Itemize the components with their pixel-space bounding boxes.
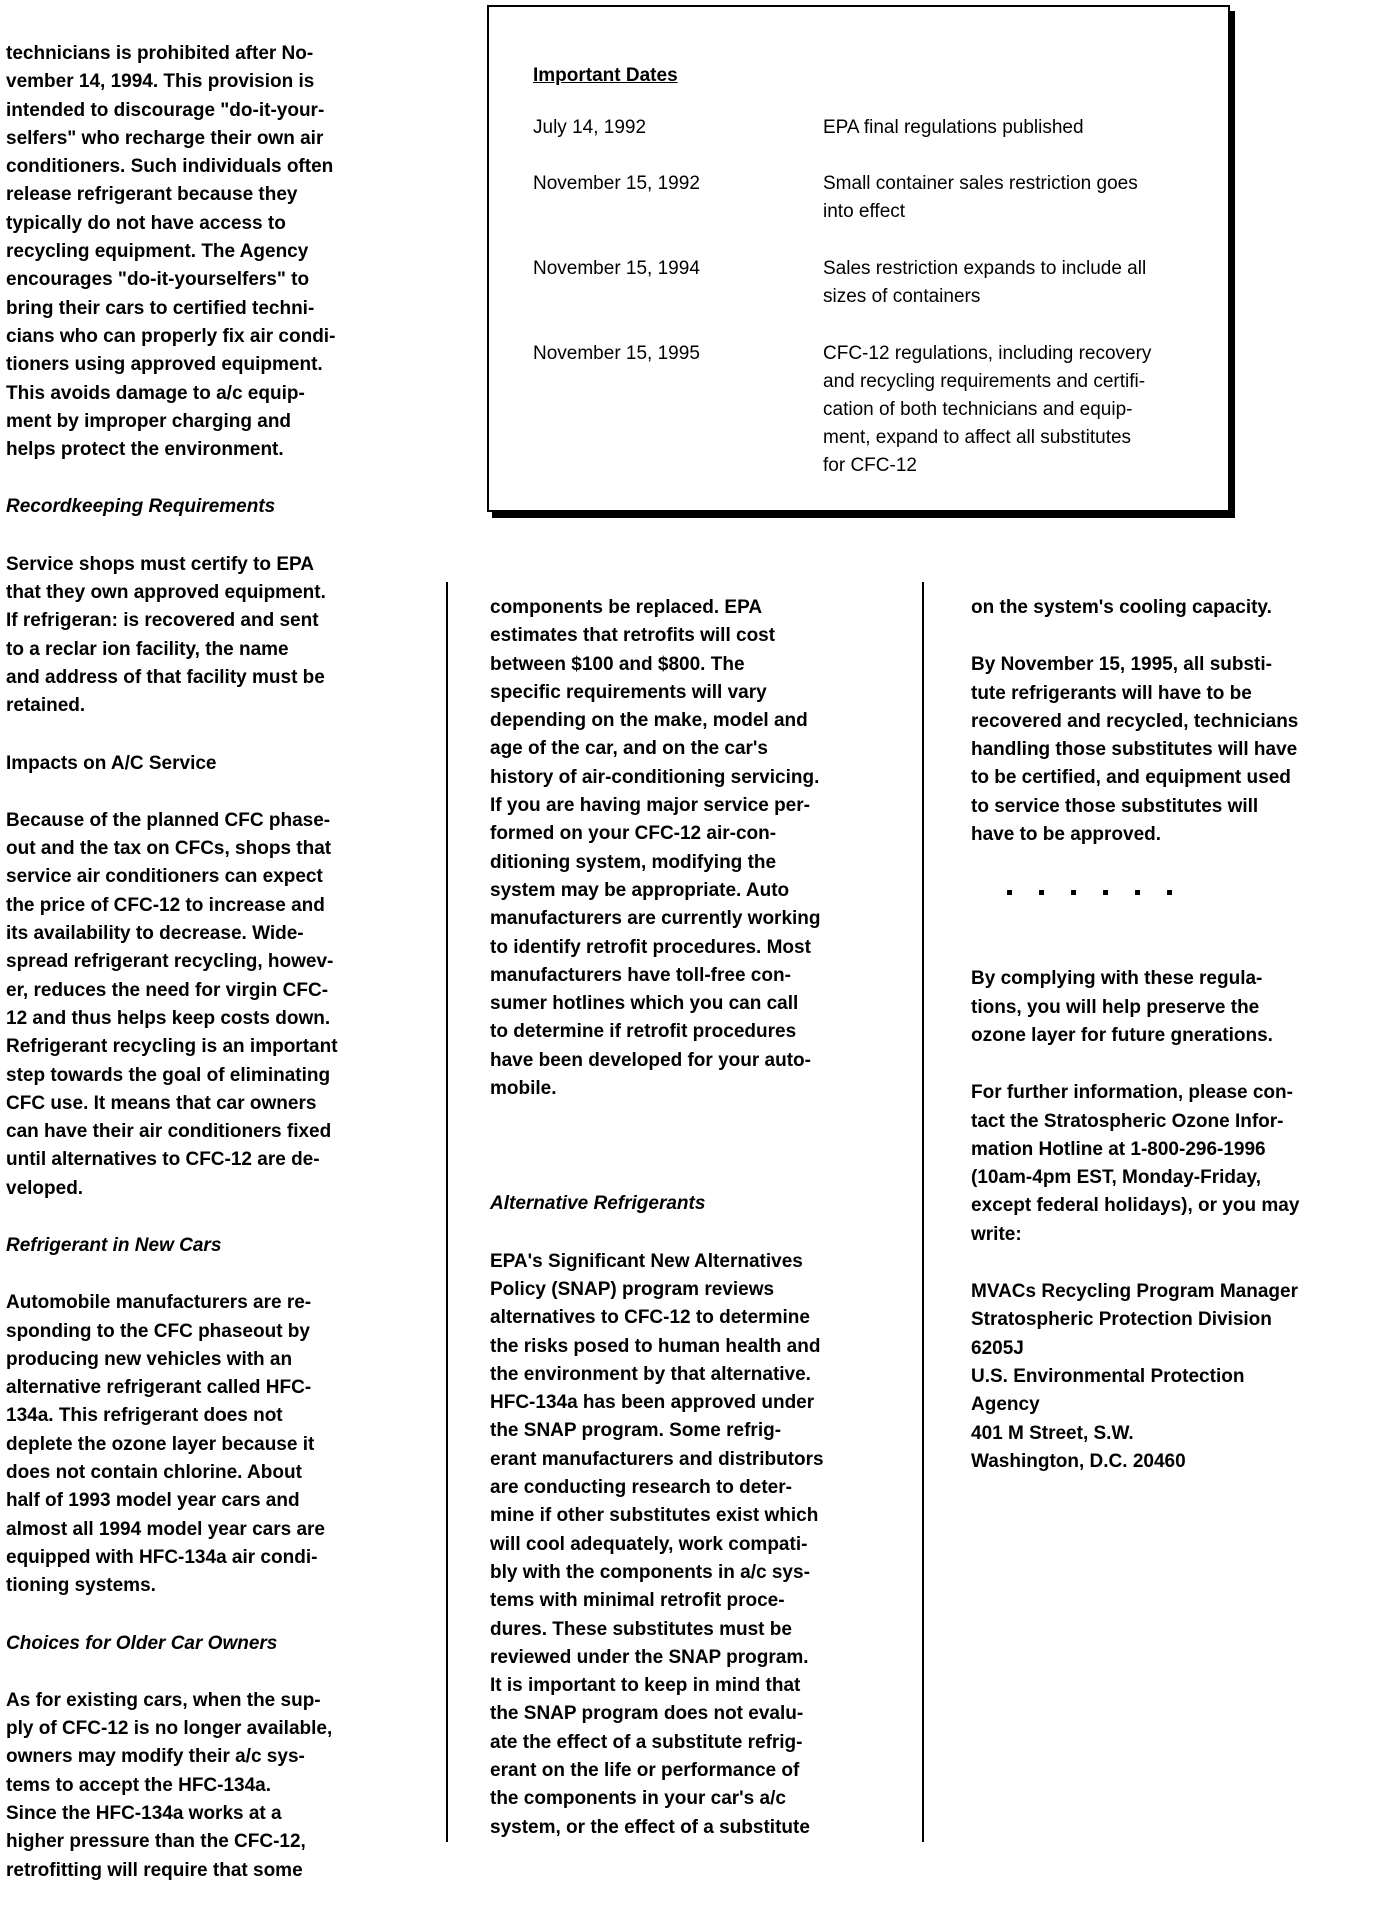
alternative-refrigerants-heading: Alternative Refrigerants [490,1193,706,1215]
event-cell: Sales restriction expands to include all sizes of containers [823,258,1147,307]
event-cell: CFC-12 regulations, including recovery and recycling requirements and certifi- cation of both technicians and equip- ment, expand to affect all substitutes for CFC-12 [823,343,1152,476]
important-dates-box [487,5,1230,512]
new-cars-paragraph: Automobile manufacturers are re- sponding to the CFC phaseout by producing new vehicles with an alternative refrigerant called HFC- 134a. This refrigerant does not deplete the ozone layer because it does not contain chlorine. About half of 1993 model year cars and almost all 1994 model year cars are equipped with HFC-134a air condi- tioning systems. [6,1292,325,1597]
date-cell: November 15, 1994 [533,258,700,279]
retrofit-paragraph: components be replaced. EPA estimates that retrofits will cost between $100 and $800. The specific requirements will vary depending on the make, model and age of the car, and on the car's history of air-conditioning servicing. If you are having major service per- formed on your CFC-12 air-con- ditioning system, modifying the system may be appropriate. Auto manufacturers are currently working to identify retrofit procedures. Most manufacturers have toll-free con- sumer hotlines which you can call to determine if retrofit procedures have been developed for your auto- mobile. [490,597,821,1100]
date-cell: July 14, 1992 [533,117,647,138]
dot [1039,890,1044,895]
date-row [533,170,1223,226]
complying-paragraph: By complying with these regula- tions, you will help preserve the ozone layer for future gnerations. [971,968,1273,1046]
date-cell: November 15, 1995 [533,343,700,364]
alternative-refrigerants-paragraph: EPA's Significant New Alternatives Policy (SNAP) program reviews alternatives to CFC-12 to determine the risks posed to human health and the environment by that alternative. HFC-134a has been approved under the SNAP program. Some refrig- erant manufacturers and distributors are conducting research to deter- mine if other substitutes exist which will cool adequately, work compati- bly with the components in a/c sys- tems with minimal retrofit proce- dures. These substitutes must be reviewed under the SNAP program. It is important to keep in mind that the SNAP program does not evalu- ate the effect of a substitute refrig- erant on the life or performance of the components in your car's a/c system, or the effect of a substitute [490,1250,824,1838]
dot [1103,890,1108,895]
spacer [490,1132,890,1190]
mailing-address: MVACs Recycling Program Manager Stratospheric Protection Division 6205J U.S. Environmental Protection Agency 401 M Street, S.W. Washington, D.C. 20460 [971,1281,1298,1472]
date-cell: November 15, 1992 [533,173,700,194]
date-row [533,255,1223,311]
further-info-paragraph: For further information, please con- tact the Stratospheric Ozone Infor- mation Hotline at 1-800-296-1996 (10am-4pm EST, Monday-Friday, except federal holidays), or you may write: [971,1082,1300,1245]
older-cars-paragraph: As for existing cars, when the sup- ply of CFC-12 is no longer available, owners may modify their a/c sys- tems to accept the HFC-134a. Since the HFC-134a works at a higher pressure than the CFC-12, retrofitting will require that some [6,1689,333,1881]
event-cell: Small container sales restriction goes into effect [823,173,1138,222]
right-column [971,594,1376,1505]
event-cell: EPA final regulations published [823,117,1084,138]
substitutes-paragraph: By November 15, 1995, all substi- tute refrigerants will have to be recovered and recycled, technicians handling those substitutes will have to be certified, and equipment used to service those substitutes will have to be approved. [971,654,1299,846]
dot [1135,890,1140,895]
impacts-paragraph: Because of the planned CFC phase- out and the tax on CFCs, shops that service air conditioners can expect the price of CFC-12 to increase and its availability to decrease. Wide- spread refrigerant recycling, howev- er, reduces the need for virgin CFC- 12 and thus helps keep costs down. Refrigerant recycling is an important step towards the goal of eliminating CFC use. It means that car owners can have their air conditioners fixed until alternatives to CFC-12 are de- veloped. [6,809,338,1199]
dot [1167,890,1172,895]
date-row [533,114,1223,142]
dot-separator [971,878,1376,907]
middle-column [490,594,890,1871]
date-row [533,340,1223,480]
dot [1007,890,1012,895]
continued-paragraph: on the system's cooling capacity. [971,597,1272,618]
impacts-heading: Impacts on A/C Service [6,752,217,774]
recordkeeping-paragraph: Service shops must certify to EPA that they own approved equipment. If refrigeran: is recovered and sent to a reclar ion facility, the name and address of that facility must be retained. [6,553,326,717]
left-column [6,40,406,1914]
column-divider [922,582,924,1842]
new-cars-heading: Refrigerant in New Cars [6,1234,222,1256]
intro-paragraph: technicians is prohibited after No- vember 14, 1994. This provision is intended to discourage "do-it-your- selfers" who recharge their own air conditioners. Such individuals often release refrigerant because they typically do not have access to recycling equipment. The Agency encourages "do-it-yourselfers" to bring their cars to certified techni- cians who can properly fix air condi- tioners using approved equipment. This avoids damage to a/c equip- ment by improper charging and helps protect the environment. [6,43,336,461]
dot [1071,890,1076,895]
important-dates-title: Important Dates [533,65,678,86]
older-cars-heading: Choices for Older Car Owners [6,1632,278,1654]
column-divider [446,582,448,1842]
recordkeeping-heading: Recordkeeping Requirements [6,496,276,518]
